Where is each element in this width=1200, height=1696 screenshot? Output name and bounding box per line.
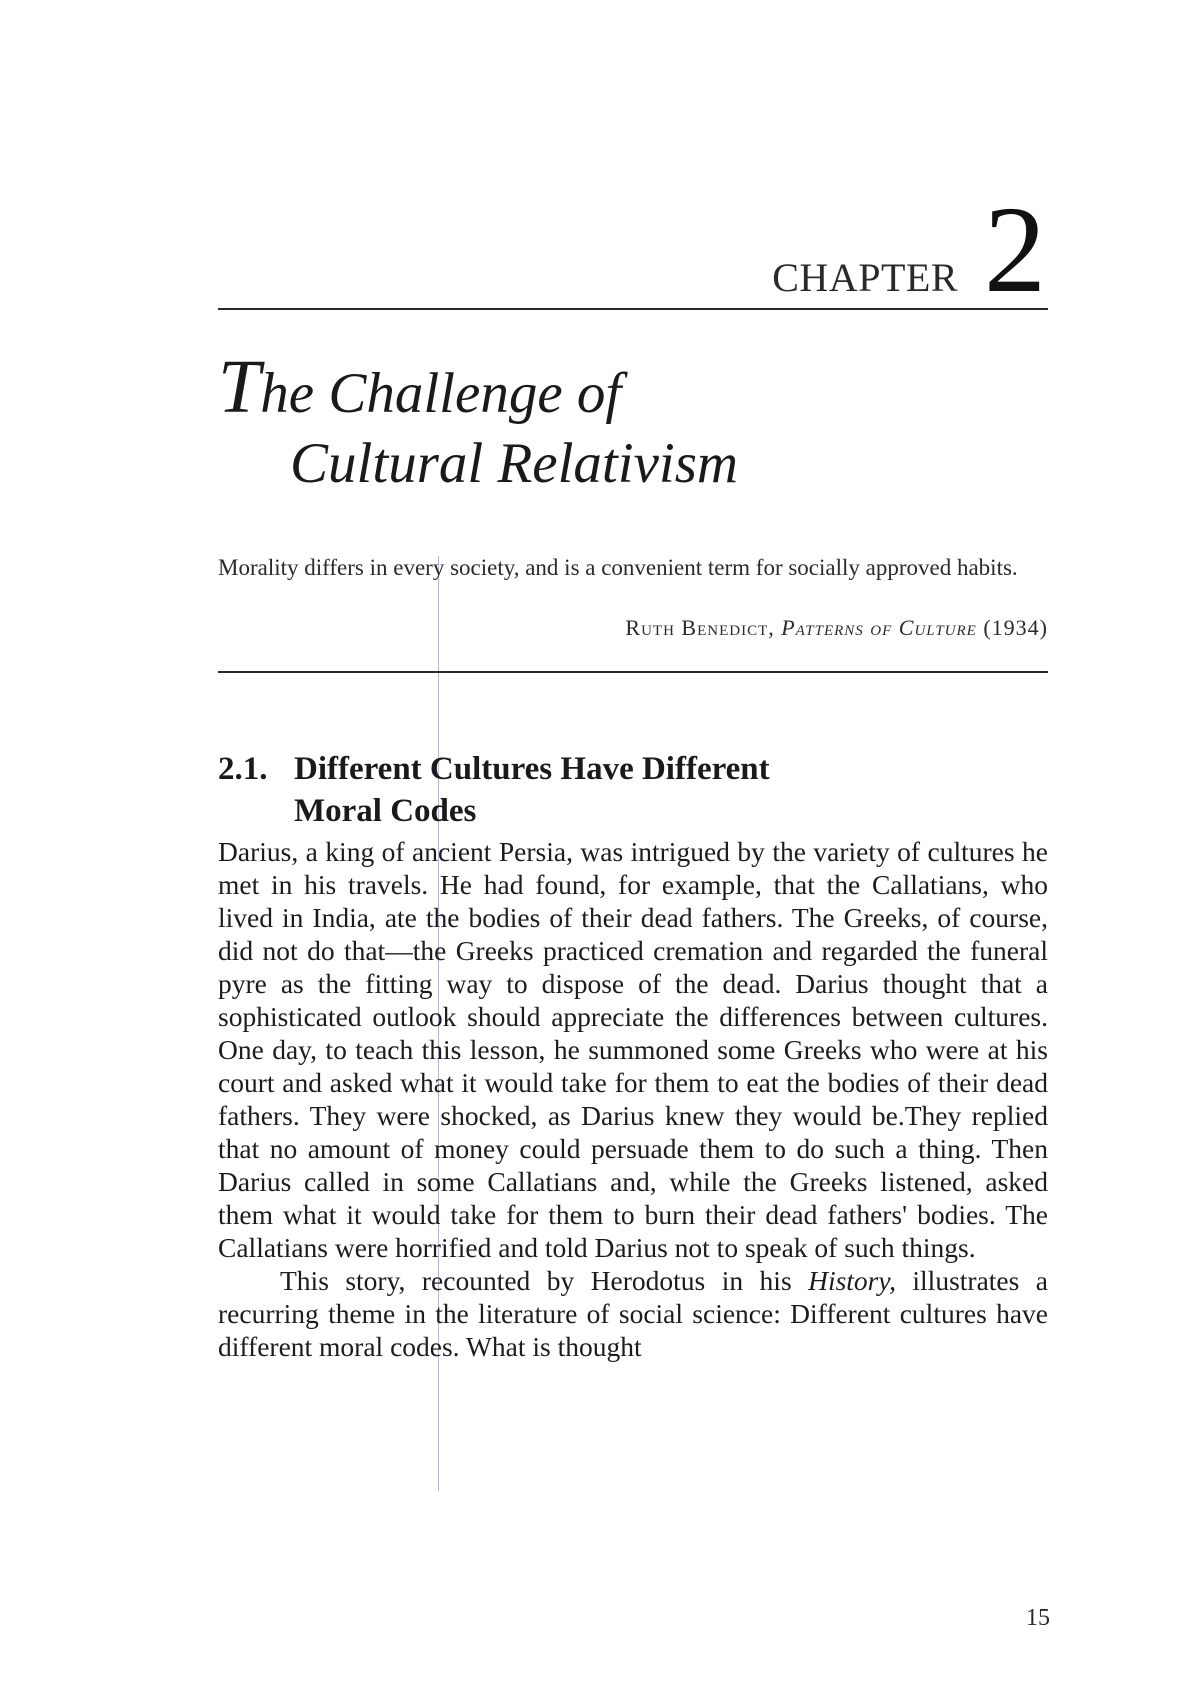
section-title-line-1: Different Cultures Have Different (294, 751, 770, 787)
paragraph-2-work: History, (808, 1265, 896, 1296)
epigraph-quote: Morality differs in every society, and is a convenient term for socially approved habits. (218, 555, 1018, 580)
epigraph-author: Ruth Benedict, (625, 615, 782, 640)
body-text (218, 835, 1048, 1363)
page-number: 15 (1026, 1605, 1050, 1631)
chapter-heading (218, 181, 1048, 318)
epigraph-work: Patterns of Culture (781, 615, 977, 640)
title-initial: T (218, 345, 261, 429)
section-number: 2.1. (218, 751, 268, 787)
title-line-2: Cultural Relativism (290, 432, 739, 495)
epigraph-attribution (218, 615, 1048, 641)
paragraph-2-end: illustrates a recurring theme in the literature of social science: Different cultures have different moral codes. What is thought (218, 1265, 1048, 1362)
chapter-title (218, 345, 1048, 499)
paragraph-2 (218, 1264, 1048, 1363)
top-divider (218, 308, 1048, 310)
chapter-label: CHAPTER (772, 255, 958, 300)
section-title-line-2: Moral Codes (294, 793, 477, 829)
title-line-1: he Challenge of (260, 362, 622, 425)
paragraph-1: Darius, a king of ancient Persia, was intrigued by the variety of cultures he met in his travels. He had found, for example, that the Callatians, who lived in India, ate the bodies of their dead fathers. The Greeks, of course, did not do that—the Greeks practiced cremation and regarded the funeral pyre as the fitting way to dispose of the dead. Darius thought that a sophisticated outlook should appreciate the differences between cultures. One day, to teach this lesson, he summoned some Greeks who were at his court and asked what it would take for them to eat the bodies of their dead fathers. They were shocked, as Darius knew they would be.They replied that no amount of money could persuade them to do such a thing. Then Darius called in some Callatians and, while the Greeks listened, asked them what it would take for them to burn their dead fathers' bodies. The Callatians were horrified and told Darius not to speak of such things. (218, 836, 1048, 1263)
epigraph-year: (1934) (976, 615, 1048, 640)
epigraph-divider (218, 671, 1048, 673)
paragraph-2-start: This story, recounted by Herodotus in his (280, 1265, 809, 1296)
chapter-number: 2 (984, 181, 1046, 318)
section-heading (218, 748, 1048, 832)
